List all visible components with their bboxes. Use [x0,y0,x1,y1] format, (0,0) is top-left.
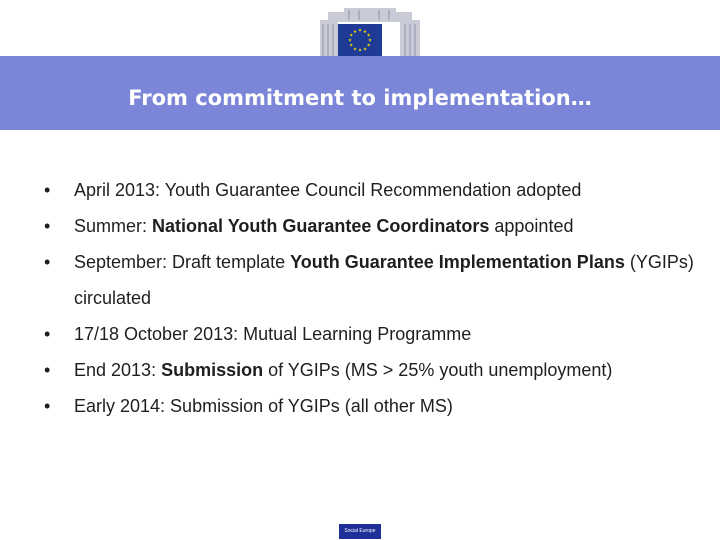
bullet-item [44,316,704,352]
eu-star-icon: ★ [357,27,363,33]
bullet-text: of YGIPs (MS > 25% youth unemployment) [263,360,613,380]
bullet-dot-icon: • [44,396,51,416]
eu-star-icon: ★ [362,28,368,34]
social-europe-badge: Social Europe [339,524,381,539]
bullet-item [44,172,704,208]
bullet-text: 17/18 October 2013: Mutual Learning Programme [74,324,472,344]
bullet-item [44,388,704,424]
eu-star-icon: ★ [366,32,371,38]
bullet-text: Summer: [74,216,153,236]
eu-star-icon: ★ [352,28,358,34]
eu-star-icon: ★ [349,42,354,48]
bullet-text: September: Draft template [74,252,291,272]
eu-star-icon: ★ [367,37,373,43]
bullet-item [44,352,704,388]
bullet-text-bold: Youth Guarantee Implementation Plans [290,252,625,272]
bullet-text-bold: National Youth Guarantee Coordinators [152,216,490,236]
slide-title: From commitment to implementation… [128,86,592,110]
bullet-dot-icon: • [44,324,51,344]
eu-star-icon: ★ [349,32,354,38]
bullet-list [44,172,704,424]
bullet-text-bold: Submission [161,360,264,380]
bullet-text: appointed [489,216,574,236]
bullet-item [44,208,704,244]
eu-star-icon: ★ [347,37,353,43]
bullet-dot-icon: • [44,360,51,380]
bullet-text: April 2013: Youth Guarantee Council Recommendation adopted [74,180,582,200]
eu-star-icon: ★ [357,47,363,53]
bullet-item [44,244,704,316]
bullet-text: End 2013: [74,360,162,380]
bullet-text: (YGIPs) circulated [74,252,694,308]
bullet-dot-icon: • [44,180,51,200]
eu-star-icon: ★ [352,46,358,52]
bullet-dot-icon: • [44,252,51,272]
eu-star-icon: ★ [366,42,371,48]
eu-star-icon: ★ [362,46,368,52]
bullet-dot-icon: • [44,216,51,236]
bullet-text: Early 2014: Submission of YGIPs (all other MS) [74,396,453,416]
